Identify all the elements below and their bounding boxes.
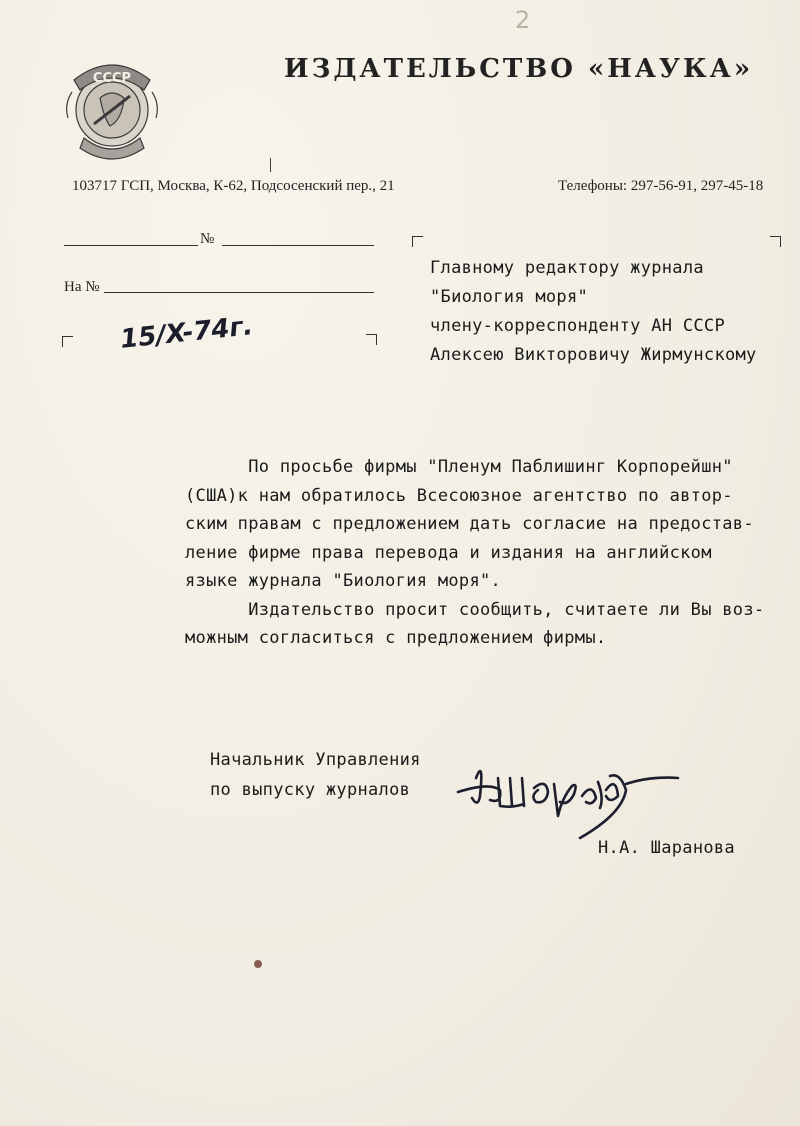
signer-name: Н.А. Шаранова [598,838,735,858]
body-line: можным согласиться с предложением фирмы. [185,628,607,648]
recipient-line: Алексею Викторовичу Жирмунскому [430,345,757,365]
recipient-line: члену-корреспонденту АН СССР [430,316,725,336]
body-line: (США)к нам обратилось Всесоюзное агентство по автор- [185,485,733,506]
recipient-block [430,254,757,370]
svg-text:СССР: СССР [92,71,132,86]
ink-stain [254,960,262,968]
publisher-phones: Телефоны: 297-56-91, 297-45-18 [558,178,764,194]
svg-text:Шаран: Шаран [450,738,454,739]
body-line: Издательство просит сообщить, считаете ли Вы воз- [185,599,765,620]
recipient-line: "Биология моря" [430,287,589,307]
corner-mark [366,334,377,345]
signatory-title [210,745,421,805]
recipient-line: Главному редактору журнала [430,258,704,278]
body-line: ским правам с предложением дать согласие на предостав- [185,514,754,534]
signatory-title-line: Начальник Управления [210,750,421,770]
handwritten-signature [450,738,690,848]
body-line: языке журнала "Биология моря". [185,571,502,591]
corner-mark [770,236,781,247]
signatory-title-line: по выпуску журналов [210,780,411,800]
reference-line [104,292,374,293]
corner-mark [62,336,73,347]
handwritten-date: 15/X-74г. [118,311,255,355]
publisher-address: 103717 ГСП, Москва, К-62, Подсосенский пер., 21 [72,178,395,194]
reference-label: На № [64,279,100,295]
corner-mark [412,236,423,247]
body-line: По просьбе фирмы "Пленум Паблишинг Корпорейшн" [185,457,733,477]
number-label: № [200,231,215,247]
outgoing-date-line [64,245,198,246]
publisher-name: ИЗДАТЕЛЬСТВО «НАУКА» [284,54,754,84]
fold-mark [270,158,271,172]
outgoing-number-line [222,245,374,246]
pencil-mark: 2 [515,6,531,34]
body-line: ление фирме права перевода и издания на английском [185,542,712,563]
ussr-emblem-logo [60,40,164,168]
letter-body [185,453,795,653]
